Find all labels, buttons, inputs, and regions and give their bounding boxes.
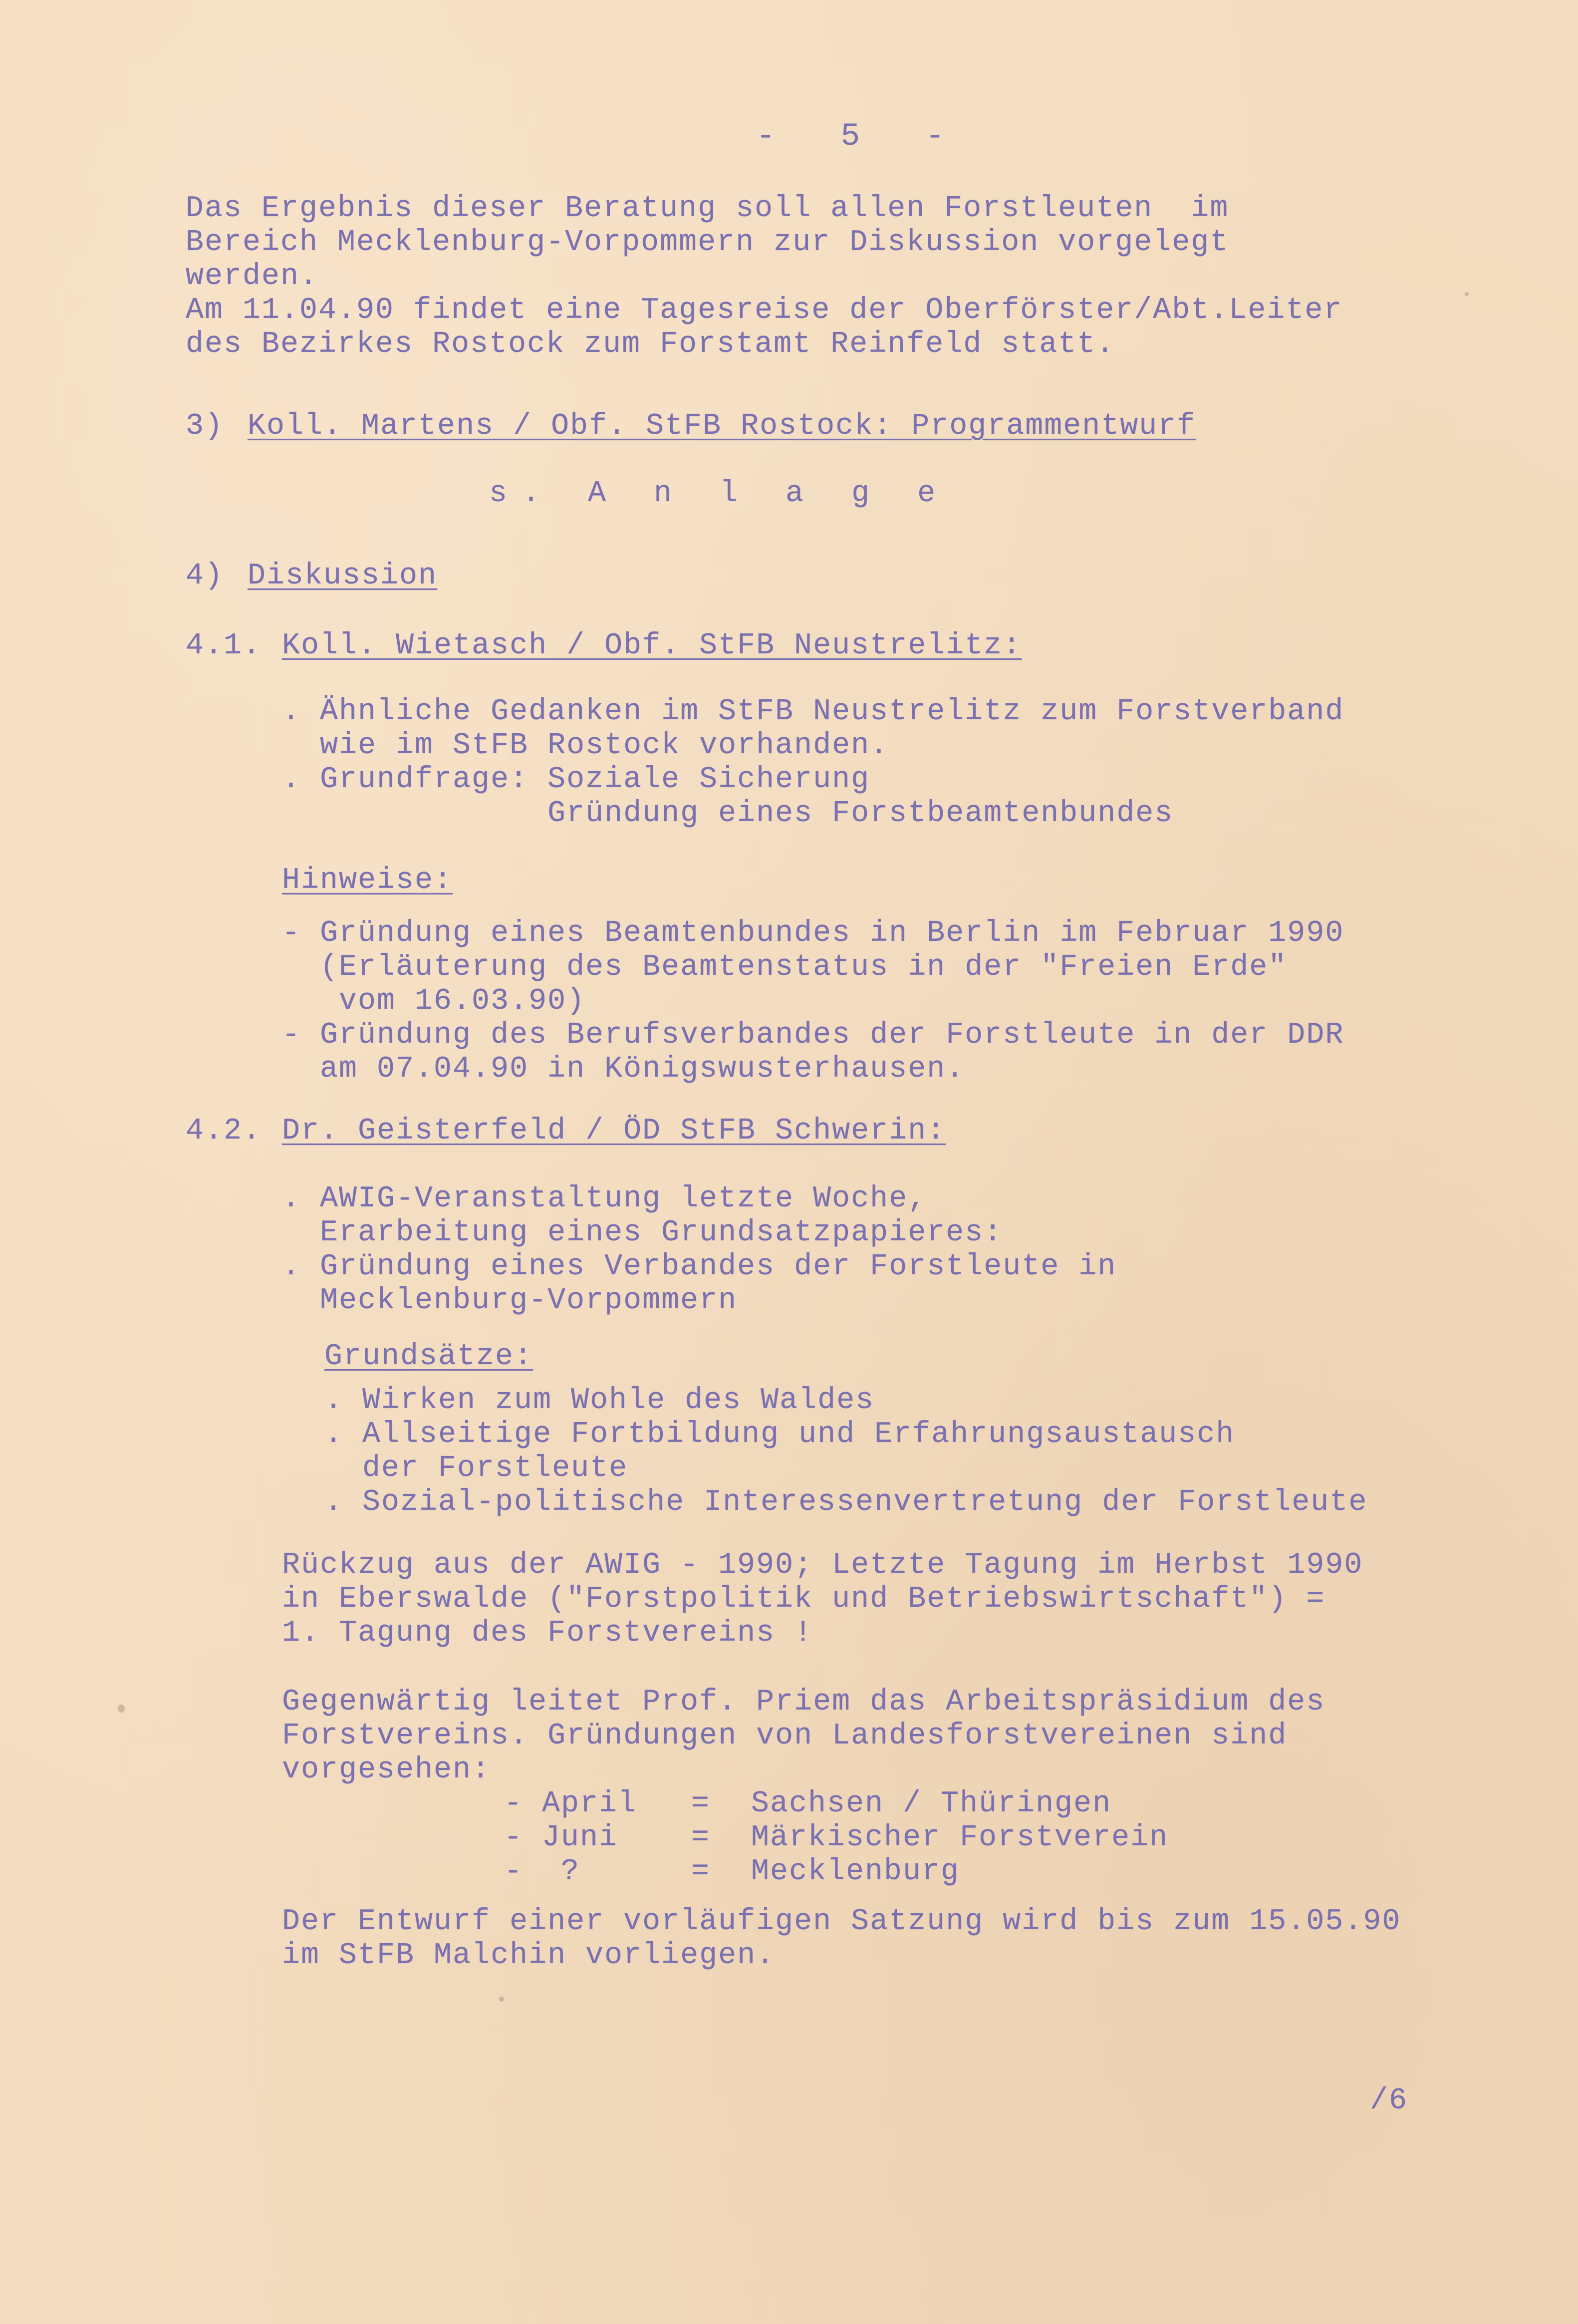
schedule-when: - ? <box>504 1855 580 1889</box>
page-number: - 5 - <box>756 119 947 155</box>
schedule-eq: = <box>691 1821 711 1855</box>
item-4-1-heading: Koll. Wietasch / Obf. StFB Neustrelitz: <box>282 629 1022 663</box>
hinweis-line: am 07.04.90 in Königswusterhausen. <box>282 1052 965 1086</box>
paragraph-line: 1. Tagung des Forstvereins ! <box>282 1616 813 1650</box>
grundsatz-line: . Allseitige Fortbildung und Erfahrungsaustausch <box>324 1418 1235 1452</box>
hinweise-label: Hinweise: <box>282 864 453 897</box>
item-4-1-line: . Ähnliche Gedanken im StFB Neustrelitz zum Forstverband <box>282 695 1344 729</box>
schedule-eq: = <box>691 1787 711 1821</box>
item-4-2-line: Erarbeitung eines Grundsatzpapieres: <box>282 1216 1003 1250</box>
paragraph-line: Der Entwurf einer vorläufigen Satzung wird bis zum 15.05.90 <box>282 1905 1401 1939</box>
schedule-what: Sachsen / Thüringen <box>751 1787 1112 1821</box>
paragraph-line: Rückzug aus der AWIG - 1990; Letzte Tagung im Herbst 1990 <box>282 1548 1363 1582</box>
paragraph-line: vorgesehen: <box>282 1753 491 1787</box>
item-4-1-line: wie im StFB Rostock vorhanden. <box>282 729 889 763</box>
item-4-2-number: 4.2. <box>186 1114 262 1148</box>
item-4-2-heading: Dr. Geisterfeld / ÖD StFB Schwerin: <box>282 1114 946 1148</box>
intro-line: Am 11.04.90 findet eine Tagesreise der Oberförster/Abt.Leiter <box>186 293 1343 327</box>
hinweis-line: vom 16.03.90) <box>282 984 586 1018</box>
annex-note: s. A n l a g e <box>489 477 951 511</box>
hinweis-line: - Gründung eines Beamtenbundes in Berlin im Februar 1990 <box>282 916 1344 950</box>
hinweis-line: - Gründung des Berufsverbandes der Forstleute in der DDR <box>282 1018 1344 1052</box>
next-page-marker: /6 <box>1370 2084 1408 2118</box>
item-4-heading: Diskussion <box>248 559 438 593</box>
intro-line: Bereich Mecklenburg-Vorpommern zur Diskussion vorgelegt <box>186 226 1229 260</box>
hinweis-line: (Erläuterung des Beamtenstatus in der "Freien Erde" <box>282 950 1288 984</box>
item-3-number: 3) <box>186 409 224 443</box>
paragraph-line: Forstvereins. Gründungen von Landesforstvereinen sind <box>282 1719 1288 1753</box>
intro-line: Das Ergebnis dieser Beratung soll allen Forstleuten im <box>186 192 1229 226</box>
item-3-heading: Koll. Martens / Obf. StFB Rostock: Programmentwurf <box>248 409 1196 443</box>
paper-speck <box>499 1997 504 2002</box>
item-4-number: 4) <box>186 559 224 593</box>
schedule-eq: = <box>691 1855 711 1889</box>
grundsatz-line: der Forstleute <box>324 1452 628 1485</box>
grundsatz-line: . Sozial-politische Interessenvertretung der Forstleute <box>324 1485 1368 1519</box>
grundsatz-line: . Wirken zum Wohle des Waldes <box>324 1384 875 1418</box>
item-4-2-line: Mecklenburg-Vorpommern <box>282 1284 738 1318</box>
item-4-2-line: . AWIG-Veranstaltung letzte Woche, <box>282 1182 927 1216</box>
schedule-what: Mecklenburg <box>751 1855 960 1889</box>
item-4-1-line: . Grundfrage: Soziale Sicherung <box>282 763 870 797</box>
paragraph-line: im StFB Malchin vorliegen. <box>282 1939 776 1973</box>
schedule-when: - April <box>504 1787 637 1821</box>
item-4-1-number: 4.1. <box>186 629 262 663</box>
intro-line: des Bezirkes Rostock zum Forstamt Reinfeld statt. <box>186 327 1115 361</box>
schedule-what: Märkischer Forstverein <box>751 1821 1169 1855</box>
intro-line: werden. <box>186 260 319 293</box>
paper-speck <box>118 1705 125 1713</box>
item-4-1-line: Gründung eines Forstbeamtenbundes <box>282 797 1174 831</box>
item-4-2-line: . Gründung eines Verbandes der Forstleute in <box>282 1250 1117 1284</box>
paragraph-line: in Eberswalde ("Forstpolitik und Betriebswirtschaft") = <box>282 1582 1325 1616</box>
schedule-when: - Juni <box>504 1821 618 1855</box>
paragraph-line: Gegenwärtig leitet Prof. Priem das Arbeitspräsidium des <box>282 1685 1325 1719</box>
paper-speck <box>1465 292 1469 296</box>
grundsaetze-label: Grundsätze: <box>324 1340 533 1374</box>
